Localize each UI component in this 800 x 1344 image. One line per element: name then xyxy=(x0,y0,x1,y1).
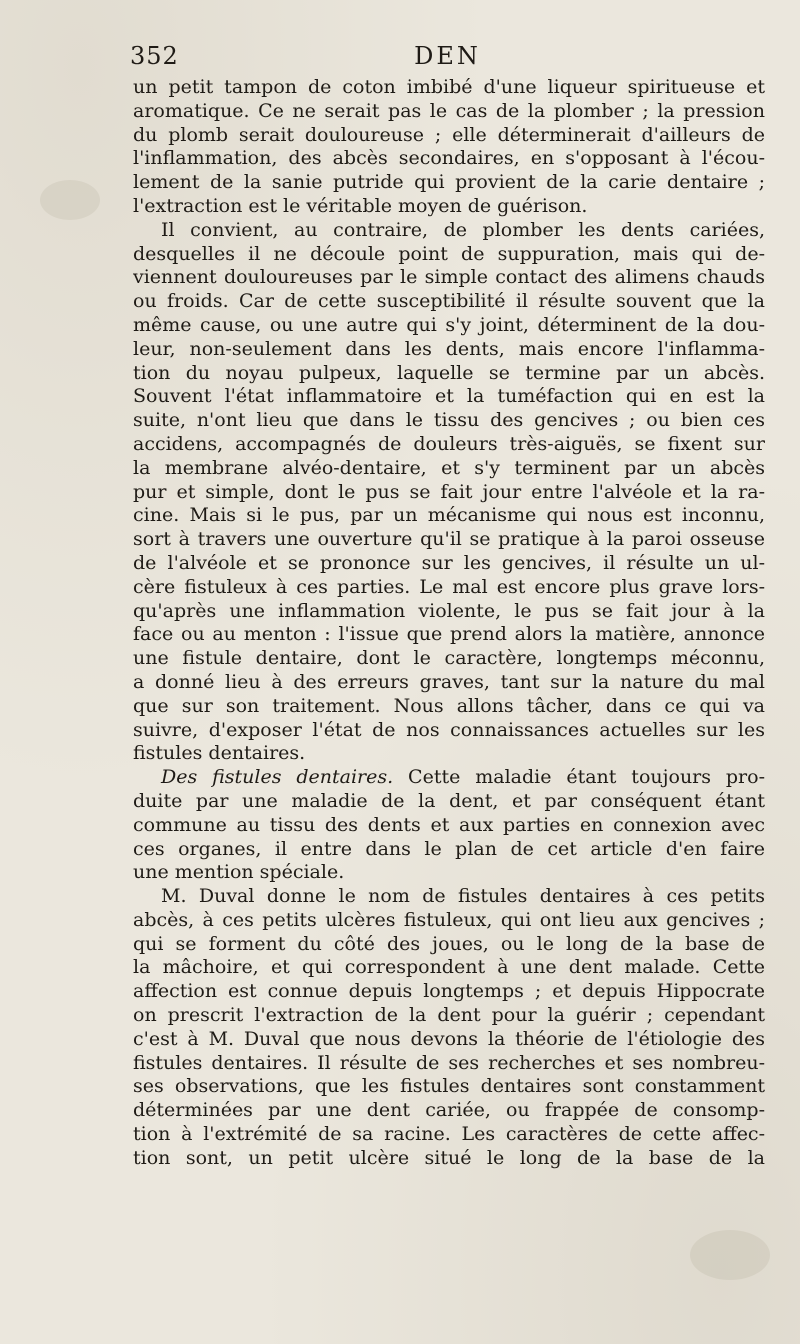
text-line: tion à l'extrémité de sa racine. Les caractères de cette affec- xyxy=(133,1123,765,1146)
text-line: de l'alvéole et se prononce sur les gencives, il résulte un ul- xyxy=(133,551,765,574)
text-line: qui se forment du côté des joues, ou le long de la base de xyxy=(133,932,765,955)
text-line: lement de la sanie putride qui provient de la carie dentaire ; xyxy=(133,171,765,194)
text-line: aromatique. Ce ne serait pas le cas de la plomber ; la pression xyxy=(133,99,765,122)
text-line: la mâchoire, et qui correspondent à une dent malade. Cette xyxy=(133,956,765,979)
text-line: du plomb serait douloureuse ; elle déterminerait d'ailleurs de xyxy=(133,123,765,146)
text-line: accidens, accompagnés de douleurs très-aiguës, se fixent sur xyxy=(133,432,765,455)
text-line: pur et simple, dont le pus se fait jour entre l'alvéole et la ra- xyxy=(133,480,765,503)
text-run: Cette maladie étant toujours pro- xyxy=(393,766,765,789)
text-line: viennent douloureuses par le simple contact des alimens chauds xyxy=(133,266,765,289)
text-line: M. Duval donne le nom de fistules dentaires à ces petits xyxy=(161,885,765,908)
text-line: sort à travers une ouverture qu'il se pratique à la paroi osseuse xyxy=(133,528,765,551)
text-line: ces organes, il entre dans le plan de cet article d'en faire xyxy=(133,837,765,860)
text-line: on prescrit l'extraction de la dent pour la guérir ; cependant xyxy=(133,1004,765,1027)
text-line: Souvent l'état inflammatoire et la tuméfaction qui en est la xyxy=(133,385,765,408)
text-line: commune au tissu des dents et aux parties en connexion avec xyxy=(133,813,765,836)
text-line: abcès, à ces petits ulcères fistuleux, qui ont lieu aux gencives ; xyxy=(133,908,765,931)
text-line: face ou au menton : l'issue que prend alors la matière, annonce xyxy=(133,623,765,646)
section-heading: Des fistules dentaires. xyxy=(161,766,394,789)
text-line: qu'après une inflammation violente, le pus se fait jour à la xyxy=(133,599,765,622)
text-line: ou froids. Car de cette susceptibilité il résulte souvent que la xyxy=(133,290,765,313)
text-line: suivre, d'exposer l'état de nos connaissances actuelles sur les xyxy=(133,718,765,741)
text-line: que sur son traitement. Nous allons tâcher, dans ce qui va xyxy=(133,694,765,717)
running-head: DEN xyxy=(414,42,481,70)
text-line: affection est connue depuis longtemps ; et depuis Hippocrate xyxy=(133,980,765,1003)
text-line: l'extraction est le véritable moyen de guérison. xyxy=(133,194,588,217)
text-line: ses observations, que les fistules dentaires sont constamment xyxy=(133,1075,765,1098)
text-line: une fistule dentaire, dont le caractère, longtemps méconnu, xyxy=(133,647,765,670)
text-line: un petit tampon de coton imbibé d'une liqueur spiritueuse et xyxy=(133,76,765,98)
text-line: une mention spéciale. xyxy=(133,861,345,884)
text-line xyxy=(133,766,765,790)
text-line: c'est à M. Duval que nous devons la théorie de l'étiologie des xyxy=(133,1027,765,1050)
text-line: duite par une maladie de la dent, et par conséquent étant xyxy=(133,789,765,812)
text-line: cine. Mais si le pus, par un mécanisme qui nous est inconnu, xyxy=(133,504,765,527)
text-line: fistules dentaires. Il résulte de ses recherches et ses nombreu- xyxy=(133,1051,765,1074)
paper-stain xyxy=(690,1230,770,1280)
page-number: 352 xyxy=(130,42,179,70)
paragraph xyxy=(133,766,765,885)
paragraph xyxy=(133,219,765,766)
page-header xyxy=(130,42,765,76)
text-line: a donné lieu à des erreurs graves, tant sur la nature du mal xyxy=(133,670,765,693)
text-line: la membrane alvéo-dentaire, et s'y terminent par un abcès xyxy=(133,456,765,479)
text-line: leur, non-seulement dans les dents, mais encore l'inflamma- xyxy=(133,337,765,360)
text-line: même cause, ou une autre qui s'y joint, déterminent de la dou- xyxy=(133,313,765,336)
text-line: tion du noyau pulpeux, laquelle se termine par un abcès. xyxy=(133,361,765,384)
paragraph xyxy=(133,76,765,219)
text-line: tion sont, un petit ulcère situé le long de la base de la xyxy=(133,1146,765,1169)
text-line: cère fistuleux à ces parties. Le mal est encore plus grave lors- xyxy=(133,575,765,598)
text-line: Il convient, au contraire, de plomber les dents cariées, xyxy=(161,218,765,241)
text-line: desquelles il ne découle point de suppuration, mais qui de- xyxy=(133,242,765,265)
text-line: suite, n'ont lieu que dans le tissu des gencives ; ou bien ces xyxy=(133,409,765,432)
paper-stain xyxy=(40,180,100,220)
text-line: fistules dentaires. xyxy=(133,742,306,765)
text-line: déterminées par une dent cariée, ou frappée de consomp- xyxy=(133,1099,765,1122)
text-line: l'inflammation, des abcès secondaires, en s'opposant à l'écou- xyxy=(133,147,765,170)
paragraph xyxy=(133,885,765,1171)
body-text xyxy=(133,76,765,1171)
